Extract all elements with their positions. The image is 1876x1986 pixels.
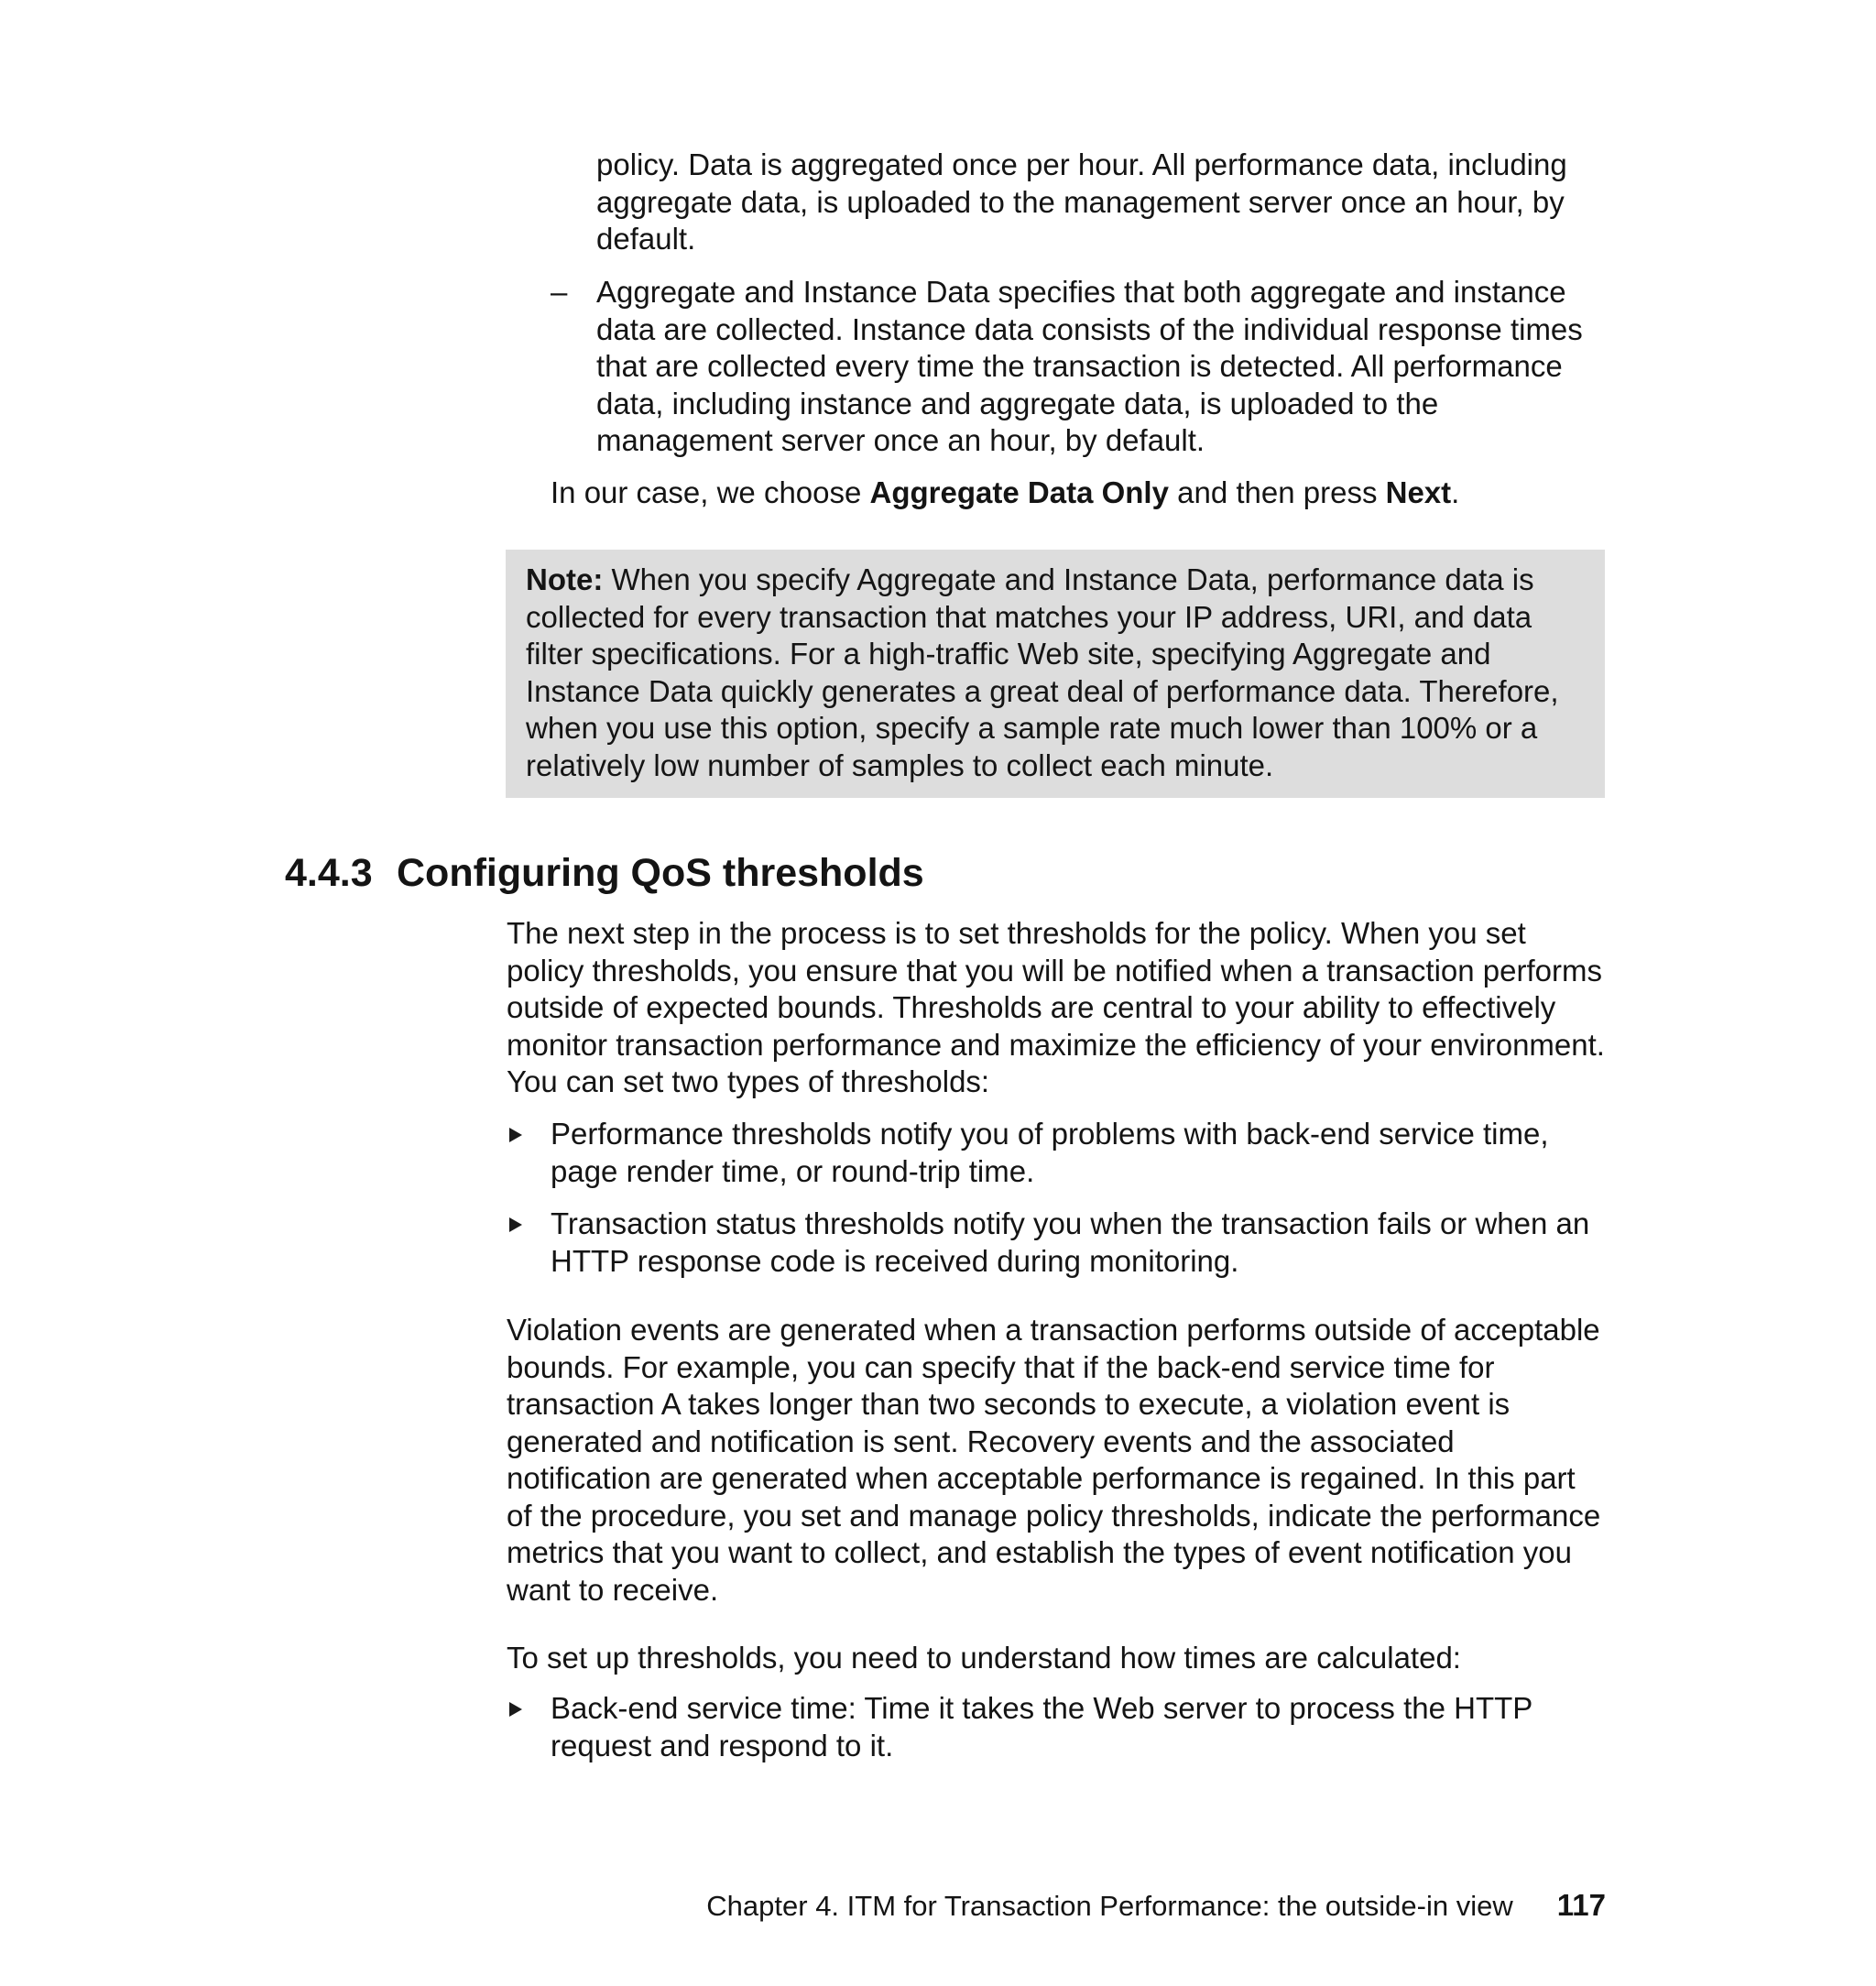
page-footer — [706, 1887, 1606, 1925]
note-body: When you specify Aggregate and Instance Data, performance data is collected for every transaction that matches your IP address, URI, and data filter specifications. For a high-traffic Web site, specifying Aggregate and Instance Data quickly generates a great deal of performance data. Therefore, when you use this option, specify a sample rate much lower than 100% or a relatively low number of samples to collect each minute. — [526, 562, 1559, 782]
section-number: 4.4.3 — [285, 851, 373, 895]
triangle-bullet-icon — [509, 1217, 522, 1232]
continuation-paragraph: policy. Data is aggregated once per hour. All performance data, including aggregate data, is uploaded to the management server once an hour, by default. — [596, 147, 1567, 256]
note-text — [526, 562, 1594, 784]
choice-sentence — [551, 475, 1622, 512]
body-paragraph: Violation events are generated when a transaction performs outside of acceptable bounds. For example, you can specify that if the back-end service time for transaction A takes longer than two seconds to execute, a violation event is generated and notification is sent. Recovery events and the associated notification are generated when acceptable performance is regained. In this part of the procedure, you set and manage policy thresholds, indicate the performance metrics that you want to collect, and establish the types of event notification you want to receive. — [507, 1313, 1601, 1607]
bullet-text: Back-end service time: Time it takes the Web server to process the HTTP request and respond to it. — [551, 1691, 1532, 1762]
page-number: 117 — [1556, 1888, 1606, 1922]
body-paragraph: The next step in the process is to set thresholds for the policy. When you set policy thresholds, you ensure that you will be notified when a transaction performs outside of expected bounds. Thresholds are central to your ability to effectively monitor transaction performance and maximize the efficiency of your environment. You can set two types of thresholds: — [507, 916, 1605, 1098]
bullet-text: Performance thresholds notify you of problems with back-end service time, page render time, or round-trip time. — [551, 1117, 1549, 1188]
note-label: Note: — [526, 562, 604, 596]
triangle-bullet-icon — [509, 1128, 522, 1142]
choice-text-before: In our case, we choose — [551, 475, 870, 509]
body-paragraph: To set up thresholds, you need to understand how times are calculated: — [507, 1641, 1461, 1675]
footer-chapter-title: Chapter 4. ITM for Transaction Performance: the outside-in view — [706, 1890, 1513, 1922]
section-heading — [285, 850, 924, 896]
dash-marker: – — [551, 275, 568, 309]
choice-text-middle: and then press — [1168, 475, 1386, 509]
bullet-text: Transaction status thresholds notify you when the transaction fails or when an HTTP response code is received during monitoring. — [551, 1206, 1590, 1278]
choice-option-bold: Aggregate Data Only — [869, 475, 1169, 509]
section-title: Configuring QoS thresholds — [397, 851, 924, 895]
choice-button-bold: Next — [1385, 475, 1452, 509]
choice-text-after: . — [1451, 475, 1460, 509]
dash-item-text: Aggregate and Instance Data specifies that both aggregate and instance data are collected. Instance data consists of the individual response times that are collected every time the transaction is detected. All performance data, including instance and aggregate data, is uploaded to the management server once an hour, by default. — [596, 275, 1583, 457]
triangle-bullet-icon — [509, 1702, 522, 1717]
